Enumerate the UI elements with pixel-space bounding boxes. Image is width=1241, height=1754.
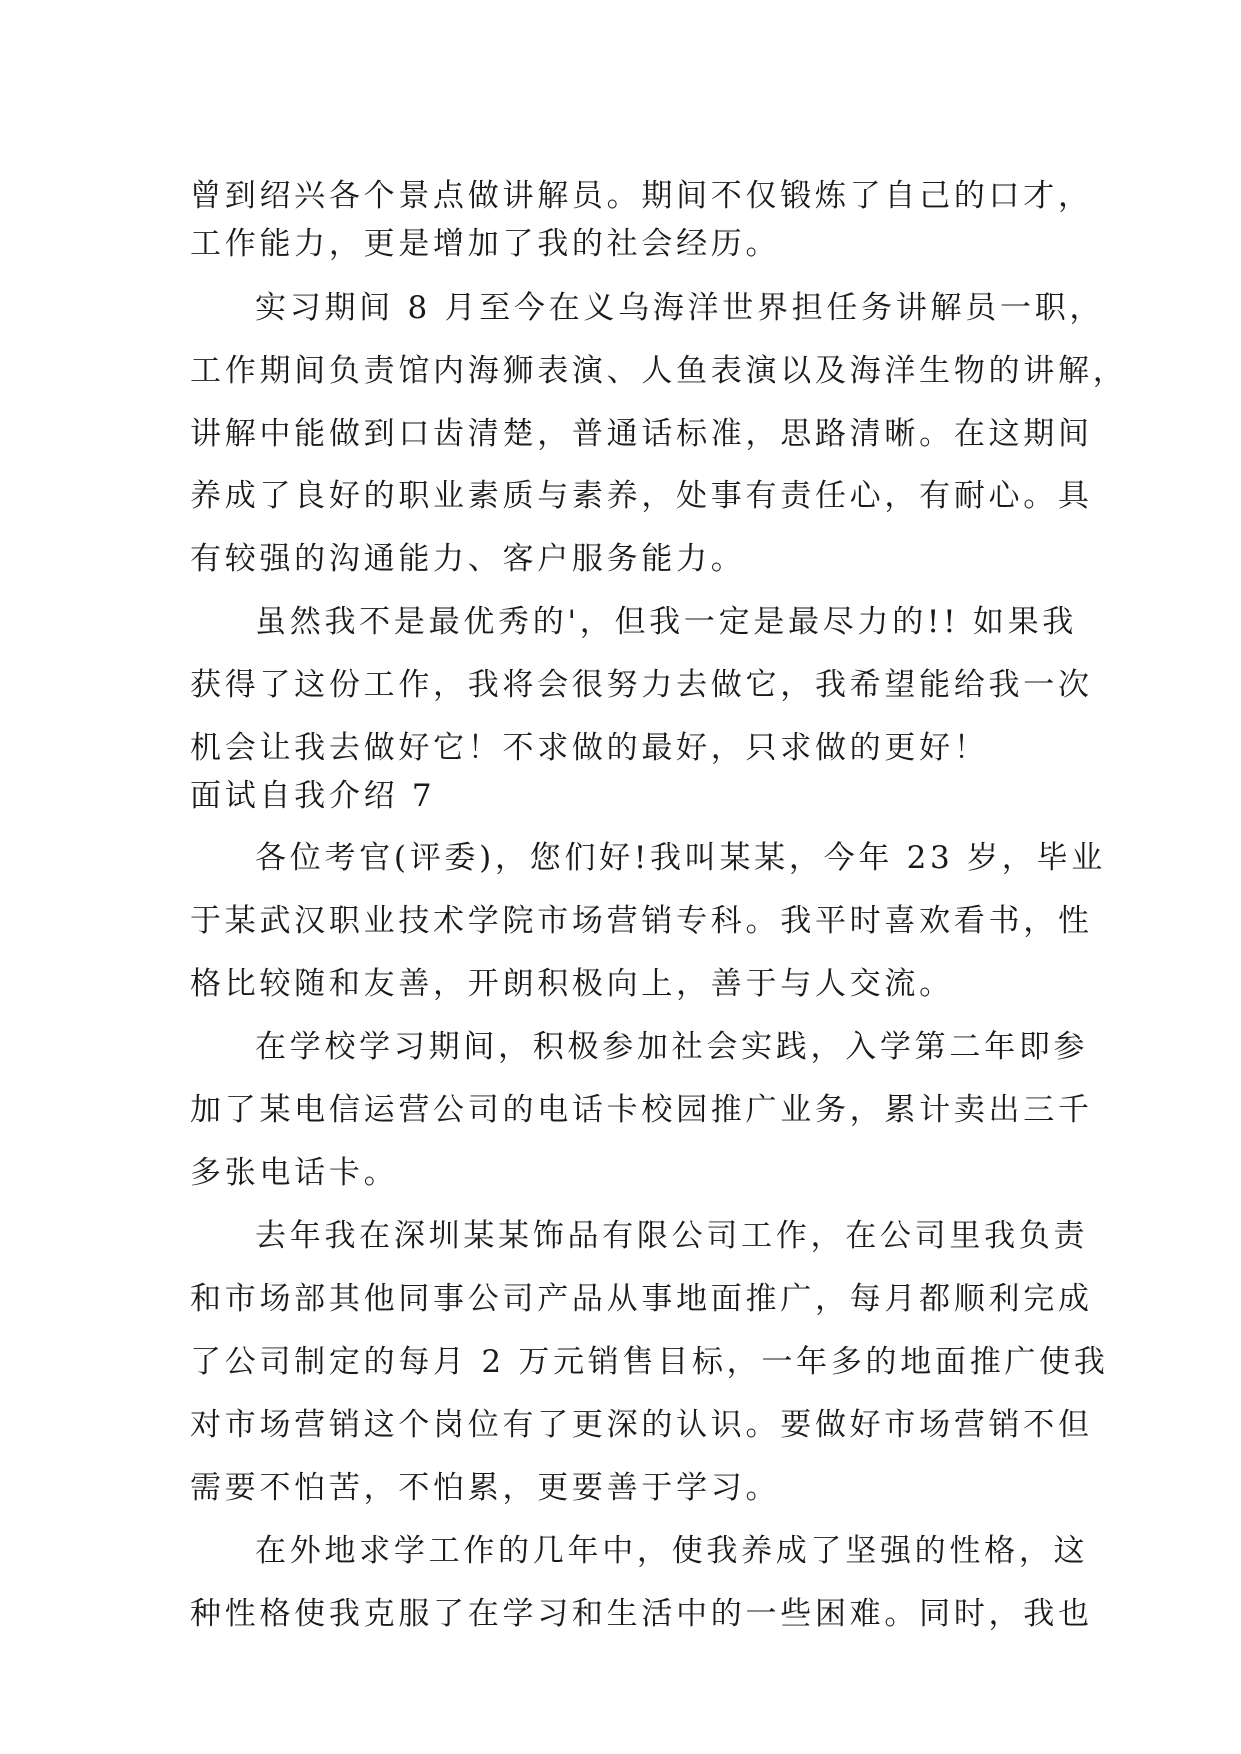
paragraph-line: 虽然我不是最优秀的'，但我一定是最尽力的!! 如果我 [255, 604, 1078, 640]
paragraph-line: 讲解中能做到口齿清楚，普通话标准，思路清晰。在这期间 [190, 416, 1093, 452]
paragraph-line: 工作期间负责馆内海狮表演、人鱼表演以及海洋生物的讲解， [190, 353, 1128, 389]
paragraph-line: 在学校学习期间，积极参加社会实践，入学第二年即参 [255, 1029, 1089, 1065]
paragraph-line: 种性格使我克服了在学习和生活中的一些困难。同时，我也 [190, 1596, 1093, 1632]
paragraph-line: 曾到绍兴各个景点做讲解员。期间不仅锻炼了自己的口才， [190, 178, 1093, 214]
paragraph-line: 有较强的沟通能力、客户服务能力。 [190, 541, 746, 577]
paragraph-line: 实习期间 8 月至今在义乌海洋世界担任务讲解员一职， [255, 290, 1105, 326]
paragraph-line: 格比较随和友善，开朗积极向上，善于与人交流。 [190, 966, 954, 1002]
paragraph-line: 需要不怕苦，不怕累，更要善于学习。 [190, 1470, 781, 1506]
paragraph-line: 对市场营销这个岗位有了更深的认识。要做好市场营销不但 [190, 1407, 1093, 1443]
paragraph-line: 和市场部其他同事公司产品从事地面推广，每月都顺利完成 [190, 1281, 1093, 1317]
paragraph-line: 工作能力，更是增加了我的社会经历。 [190, 226, 781, 262]
section-heading: 面试自我介绍 7 [190, 778, 436, 814]
paragraph-line: 于某武汉职业技术学院市场营销专科。我平时喜欢看书，性 [190, 903, 1093, 939]
paragraph-line: 多张电话卡。 [190, 1155, 399, 1191]
paragraph-line: 加了某电信运营公司的电话卡校园推广业务，累计卖出三千 [190, 1092, 1093, 1128]
paragraph-line: 养成了良好的职业素质与素养，处事有责任心，有耐心。具 [190, 478, 1093, 514]
paragraph-line: 去年我在深圳某某饰品有限公司工作，在公司里我负责 [255, 1218, 1089, 1254]
paragraph-line: 获得了这份工作，我将会很努力去做它，我希望能给我一次 [190, 667, 1093, 703]
paragraph-line: 机会让我去做好它！不求做的最好，只求做的更好！ [190, 730, 989, 766]
paragraph-line: 了公司制定的每月 2 万元销售目标，一年多的地面推广使我 [190, 1344, 1109, 1380]
paragraph-line: 各位考官(评委)，您们好!我叫某某，今年 23 岁，毕业 [255, 840, 1106, 876]
paragraph-line: 在外地求学工作的几年中，使我养成了坚强的性格，这 [255, 1533, 1089, 1569]
